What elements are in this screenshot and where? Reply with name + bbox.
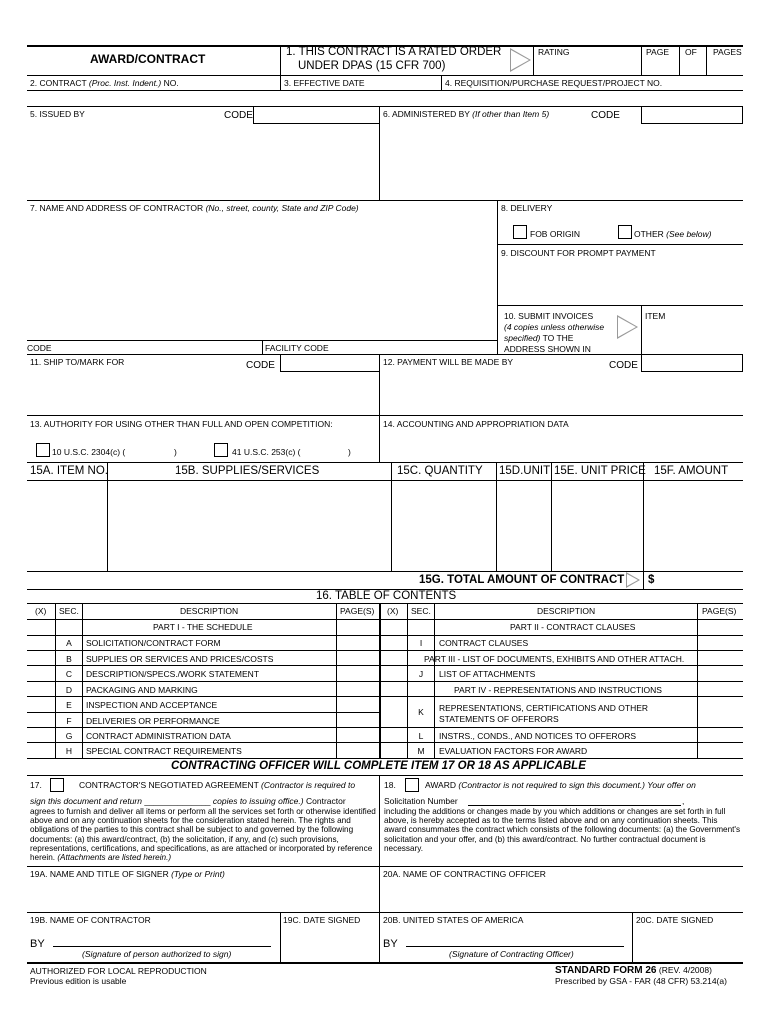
toc-sec: F	[66, 716, 72, 726]
payment-label: 12. PAYMENT WILL BE MADE BY	[383, 357, 514, 367]
usc-253-label: 41 U.S.C. 253(c) (	[232, 447, 301, 457]
toc-sec: G	[65, 731, 73, 741]
rule	[280, 45, 281, 90]
rule	[379, 775, 380, 962]
toc-part4: PART IV - REPRESENTATIONS AND INSTRUCTIONS	[454, 685, 662, 695]
by-label: BY	[30, 938, 45, 950]
usa-20b-label: 20B. UNITED STATES OF AMERICA	[383, 915, 524, 925]
signature-note: (Signature of person authorized to sign)	[82, 949, 232, 959]
authority-label: 13. AUTHORITY FOR USING OTHER THAN FULL AND OPEN COMPETITION:	[30, 419, 333, 429]
ship-to-code-field[interactable]	[280, 354, 380, 372]
rule	[27, 775, 743, 776]
toc-title: 16. TABLE OF CONTENTS	[316, 590, 457, 602]
copies-note-2: specified) TO THE	[504, 333, 574, 343]
toc-desc: REPRESENTATIONS, CERTIFICATIONS AND OTHER	[439, 703, 649, 713]
amount-header: 15F. AMOUNT	[654, 465, 729, 477]
contractor-label: 7. NAME AND ADDRESS OF CONTRACTOR (No., street, county, State and ZIP Code)	[30, 203, 359, 213]
code-label: CODE	[27, 343, 52, 353]
rule	[27, 200, 743, 201]
toc-col-desc: DESCRIPTION	[537, 606, 596, 616]
rule	[497, 305, 743, 306]
address-shown-label: ADDRESS SHOWN IN	[504, 344, 591, 354]
toc-col-pages: PAGE(S)	[340, 606, 375, 616]
toc-part2: PART II - CONTRACT CLAUSES	[510, 622, 636, 632]
rule	[27, 635, 743, 636]
toc-desc: CONTRACT CLAUSES	[439, 638, 529, 648]
toc-part3: PART III - LIST OF DOCUMENTS, EXHIBITS AND OTHER ATTACH.	[424, 654, 685, 664]
toc-sec: I	[419, 638, 423, 648]
item18-checkbox[interactable]	[405, 778, 419, 792]
issued-by-code-field[interactable]	[253, 106, 380, 124]
rating-label: RATING	[538, 47, 570, 57]
item1-line1: 1. THIS CONTRACT IS A RATED ORDER	[286, 46, 502, 58]
rule	[27, 758, 743, 759]
usc-2304-checkbox[interactable]	[36, 443, 50, 457]
officer-signature-line[interactable]	[406, 946, 624, 947]
rule	[27, 480, 743, 481]
rule	[533, 45, 534, 75]
toc-desc: LIST OF ATTACHMENTS	[439, 669, 536, 679]
usc-253-checkbox[interactable]	[214, 443, 228, 457]
rule	[27, 75, 743, 76]
signer-19a-label: 19A. NAME AND TITLE OF SIGNER (Type or Print)	[30, 869, 225, 879]
usc-2304-label: 10 U.S.C. 2304(c) (	[52, 447, 126, 457]
standard-form-label: STANDARD FORM 26 (REV. 4/2008)	[555, 965, 712, 976]
code-label: CODE	[591, 110, 620, 121]
toc-sec: K	[418, 707, 424, 717]
toc-col-pages: PAGE(S)	[702, 606, 737, 616]
toc-desc: SOLICITATION/CONTRACT FORM	[86, 638, 221, 648]
discount-label: 9. DISCOUNT FOR PROMPT PAYMENT	[501, 248, 656, 258]
contractor-19b-label: 19B. NAME OF CONTRACTOR	[30, 915, 151, 925]
previous-note: Previous edition is usable	[30, 976, 127, 986]
paren-close: )	[348, 447, 351, 457]
rule	[632, 912, 633, 962]
paren-close: )	[174, 447, 177, 457]
toc-sec: B	[66, 654, 72, 664]
item18-title: AWARD (Contractor is not required to sign this document.) Your offer on	[425, 780, 696, 790]
rule	[27, 665, 743, 666]
toc-col-x: (X)	[35, 606, 47, 616]
payment-code-field[interactable]	[641, 354, 743, 372]
form-title: AWARD/CONTRACT	[90, 52, 206, 66]
toc-col-sec: SEC.	[411, 606, 431, 616]
item17-number: 17.	[30, 780, 42, 790]
toc-desc: EVALUATION FACTORS FOR AWARD	[439, 746, 588, 756]
arrow-icon	[511, 50, 529, 70]
total-dollar-sign: $	[648, 574, 655, 586]
rule	[27, 650, 743, 651]
toc-desc: SUPPLIES OR SERVICES AND PRICES/COSTS	[86, 654, 274, 664]
rule	[434, 603, 435, 758]
facility-code-label: FACILITY CODE	[265, 343, 329, 353]
rule	[27, 462, 743, 463]
submit-invoices-label: 10. SUBMIT INVOICES	[504, 311, 594, 321]
date-19c-label: 19C. DATE SIGNED	[283, 915, 361, 925]
rule	[679, 45, 680, 75]
fob-origin-label: FOB ORIGIN	[530, 229, 581, 239]
contractor-signature-line[interactable]	[53, 946, 271, 947]
copies-note: (4 copies unless otherwise	[504, 322, 605, 332]
rule	[27, 106, 743, 107]
toc-sec: M	[417, 746, 425, 756]
other-label: OTHER (See below)	[634, 229, 712, 239]
item17-title: CONTRACTOR'S NEGOTIATED AGREEMENT (Contractor is required to	[79, 780, 356, 790]
arrow-icon	[618, 317, 636, 337]
pages-label: PAGES	[713, 47, 742, 57]
rule	[643, 571, 644, 589]
rule	[641, 45, 642, 75]
rule	[643, 462, 644, 571]
item1-line2: UNDER DPAS (15 CFR 700)	[298, 60, 446, 72]
code-label: CODE	[246, 360, 275, 371]
total-amount-label: 15G. TOTAL AMOUNT OF CONTRACT	[419, 574, 625, 586]
rule	[641, 305, 642, 354]
officer-banner: CONTRACTING OFFICER WILL COMPLETE ITEM 17 OR 18 AS APPLICABLE	[171, 760, 586, 772]
code-label: CODE	[609, 360, 638, 371]
solicitation-number-field[interactable]	[468, 805, 681, 806]
rule	[496, 462, 497, 571]
contract-no-label: 2. CONTRACT (Proc. Inst. Indent.) NO.	[30, 78, 179, 88]
accounting-label: 14. ACCOUNTING AND APPROPRIATION DATA	[383, 419, 569, 429]
toc-sec: C	[65, 669, 73, 679]
arrow-icon	[627, 574, 638, 586]
toc-sec: E	[66, 700, 72, 710]
toc-col-sec: SEC.	[59, 606, 79, 616]
toc-sec: L	[418, 731, 424, 741]
toc-desc: CONTRACT ADMINISTRATION DATA	[86, 731, 231, 741]
rule	[497, 244, 743, 245]
rule	[336, 603, 337, 758]
rule	[107, 462, 108, 571]
bottom-border	[27, 962, 743, 964]
prescribed-note: Prescribed by GSA - FAR (48 CFR) 53.214(a)	[555, 976, 727, 986]
item18-body: including the additions or changes made by you which additions or changes are set forth in full above, is hereby accepted as to the terms listed above and on any continuation sheets. This award consummates the contract which consists of the following documents: (a) the Government's solicitation and your offer, and (b) this award/contract. No further contractual document is necessary.	[384, 807, 741, 853]
item17-line2: sign this document and return ______________ copies to issuing office.) Contractor	[30, 796, 346, 806]
toc-desc: DESCRIPTION/SPECS./WORK STATEMENT	[86, 669, 260, 679]
issued-by-label: 5. ISSUED BY	[30, 109, 85, 119]
rule	[706, 45, 707, 75]
by-label: BY	[383, 938, 398, 950]
toc-sec: J	[418, 669, 424, 679]
of-label: OF	[685, 47, 697, 57]
item18-number: 18.	[384, 780, 396, 790]
officer-20a-label: 20A. NAME OF CONTRACTING OFFICER	[383, 869, 546, 879]
delivery-label: 8. DELIVERY	[501, 203, 553, 213]
rule	[262, 340, 263, 354]
effective-date-label: 3. EFFECTIVE DATE	[284, 78, 365, 88]
toc-desc: DELIVERIES OR PERFORMANCE	[86, 716, 220, 726]
toc-sec: H	[65, 746, 73, 756]
fob-origin-checkbox[interactable]	[513, 225, 527, 239]
rule	[27, 354, 743, 355]
rule	[27, 696, 743, 697]
ship-to-label: 11. SHIP TO/MARK FOR	[30, 357, 125, 367]
item18-comma: ,	[682, 796, 685, 806]
toc-col-x: (X)	[387, 606, 399, 616]
signature-note: (Signature of Contracting Officer)	[449, 949, 574, 959]
rule	[441, 75, 442, 90]
rule	[27, 712, 380, 713]
rule	[27, 90, 743, 91]
rule	[497, 200, 498, 354]
toc-col-desc: DESCRIPTION	[180, 606, 239, 616]
unit-price-header: 15E. UNIT PRICE	[554, 465, 646, 477]
rule	[27, 742, 743, 743]
unit-header: 15D.UNIT	[499, 465, 551, 477]
rule	[697, 603, 698, 758]
toc-sec: D	[65, 685, 73, 695]
rule	[379, 603, 381, 758]
page-label: PAGE	[646, 47, 669, 57]
toc-desc: PACKAGING AND MARKING	[86, 685, 198, 695]
quantity-header: 15C. QUANTITY	[397, 465, 483, 477]
item17-body: agrees to furnish and deliver all items or perform all the services set forth or otherwise identified above and on any continuation sheets for the consideration stated herein. The rights and obligations of the parties to this contract shall be subject to and governed by the following documents: (a) this award/contract, (b) the solicitation, if any, and (c) such provisions, representations, certifications, and specifications, as are attached or incorporated by reference herein. (Attachments are listed herein.)	[30, 807, 376, 862]
rule	[27, 619, 743, 620]
requisition-label: 4. REQUISITION/PURCHASE REQUEST/PROJECT NO.	[445, 78, 663, 88]
supplies-header: 15B. SUPPLIES/SERVICES	[175, 465, 320, 477]
rule	[27, 866, 743, 867]
item-no-header: 15A. ITEM NO.	[30, 465, 108, 477]
code-label: CODE	[224, 110, 253, 121]
administered-code-field[interactable]	[641, 106, 743, 124]
rule	[280, 912, 281, 962]
rule	[551, 462, 552, 571]
rule	[391, 462, 392, 571]
toc-sec: A	[66, 638, 72, 648]
rule	[27, 681, 743, 682]
date-20c-label: 20C. DATE SIGNED	[636, 915, 714, 925]
toc-desc: SPECIAL CONTRACT REQUIREMENTS	[86, 746, 242, 756]
administered-by-label: 6. ADMINISTERED BY (If other than Item 5)	[383, 109, 550, 119]
rule	[82, 603, 83, 758]
rule	[27, 912, 743, 913]
rule	[27, 415, 743, 416]
toc-desc: INSPECTION AND ACCEPTANCE	[86, 700, 218, 710]
rule	[27, 727, 743, 728]
authorized-note: AUTHORIZED FOR LOCAL REPRODUCTION	[30, 966, 207, 976]
toc-desc: INSTRS., CONDS., AND NOTICES TO OFFERORS	[439, 731, 637, 741]
toc-part1: PART I - THE SCHEDULE	[153, 622, 253, 632]
rule	[27, 603, 743, 604]
item-label: ITEM	[645, 311, 666, 321]
other-checkbox[interactable]	[618, 225, 632, 239]
item18-solicitation: Solicitation Number	[384, 796, 458, 806]
toc-desc: STATEMENTS OF OFFERORS	[439, 714, 559, 724]
item17-checkbox[interactable]	[50, 778, 64, 792]
